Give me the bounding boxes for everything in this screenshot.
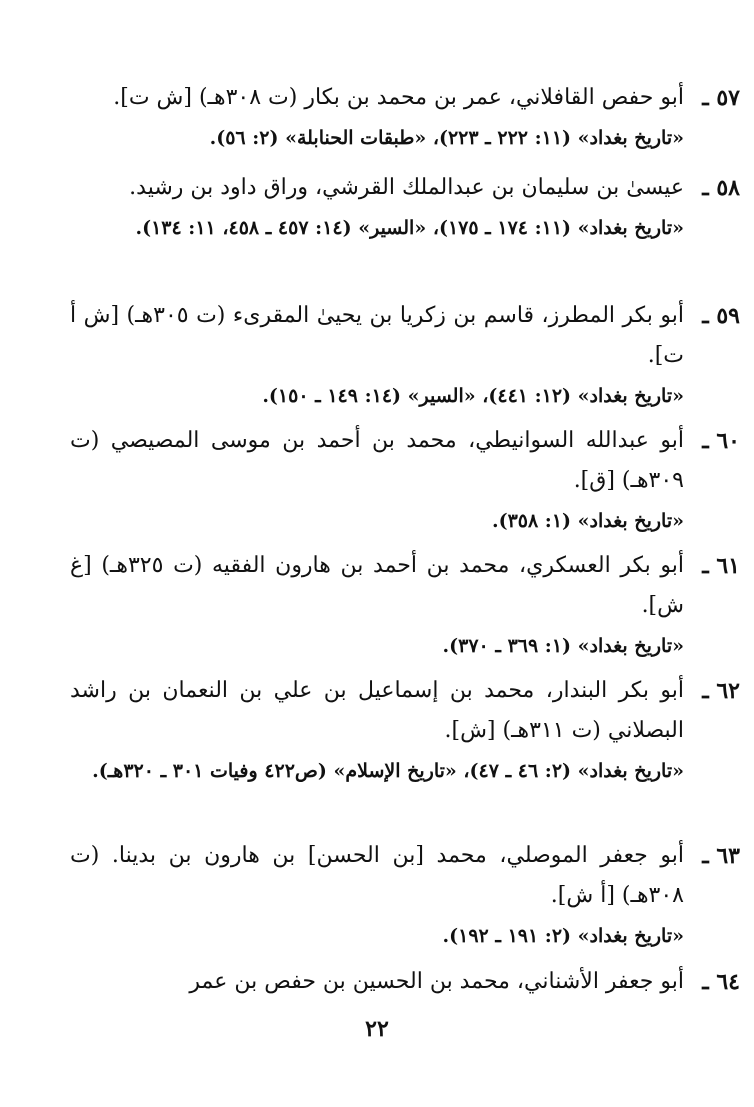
entry-name: أبو جعفر الأشناني، محمد بن الحسين بن حفص بن عمر	[189, 969, 684, 994]
entry-number: ٦١ ـ	[702, 553, 740, 579]
entry-63	[70, 836, 740, 956]
entry-64	[70, 962, 740, 1002]
entry-number: ٦٢ ـ	[702, 678, 740, 704]
entry-references: «تاريخ بغداد» (١: ٣٥٨).	[491, 510, 684, 532]
entry-references: «تاريخ بغداد» (١١: ٢٢٢ ـ ٢٢٣)، «طبقات الحنابلة» (٢: ٥٦).	[209, 127, 684, 149]
entry-name: أبو جعفر الموصلي، محمد [بن الحسن] بن هارون بن بدينا. (ت ٣٠٨هـ) [أ ش].	[70, 843, 684, 908]
page-number: ٢٢	[365, 1016, 389, 1042]
entry-number: ٦٣ ـ	[702, 843, 740, 869]
entry-name: أبو بكر المطرز، قاسم بن زكريا بن يحيىٰ المقرىء (ت ٣٠٥هـ) [ش أ ت].	[70, 303, 684, 368]
entry-name: أبو عبدالله السوانيطي، محمد بن أحمد بن موسى المصيصي (ت ٣٠٩هـ) [ق].	[70, 428, 684, 493]
entry-57	[70, 78, 740, 158]
entry-number: ٦٠ ـ	[702, 428, 740, 454]
entry-60	[70, 421, 740, 541]
entry-number: ٦٤ ـ	[702, 969, 740, 995]
entry-62	[70, 671, 740, 791]
entry-59	[70, 296, 740, 416]
entry-61	[70, 546, 740, 666]
entry-references: «تاريخ بغداد» (٢: ١٩١ ـ ١٩٢).	[442, 925, 684, 947]
entry-references: «تاريخ بغداد» (١: ٣٦٩ ـ ٣٧٠).	[442, 635, 684, 657]
entry-number: ٥٩ ـ	[702, 303, 740, 329]
entry-references: «تاريخ بغداد» (٢: ٤٦ ـ ٤٧)، «تاريخ الإسلام» (ص٤٢٢ وفيات ٣٠١ ـ ٣٢٠هـ).	[92, 760, 684, 782]
entry-number: ٥٨ ـ	[702, 175, 740, 201]
entry-references: «تاريخ بغداد» (١١: ١٧٤ ـ ١٧٥)، «السير» (١٤: ٤٥٧ ـ ٤٥٨، ١١: ١٣٤).	[135, 217, 684, 239]
entry-name: أبو حفص القافلاني، عمر بن محمد بن بكار (ت ٣٠٨هـ) [ش ت].	[113, 85, 684, 110]
entry-name: عيسىٰ بن سليمان بن عبدالملك القرشي، وراق داود بن رشيد.	[129, 175, 684, 200]
entry-58	[70, 168, 740, 248]
entry-references: «تاريخ بغداد» (١٢: ٤٤١)، «السير» (١٤: ١٤٩ ـ ١٥٠).	[262, 385, 684, 407]
entry-name: أبو بكر العسكري، محمد بن أحمد بن هارون الفقيه (ت ٣٢٥هـ) [غ ش].	[70, 553, 684, 618]
entry-number: ٥٧ ـ	[702, 85, 740, 111]
entry-name: أبو بكر البندار، محمد بن إسماعيل بن علي بن النعمان بن راشد البصلاني (ت ٣١١هـ) [ش].	[70, 678, 684, 743]
